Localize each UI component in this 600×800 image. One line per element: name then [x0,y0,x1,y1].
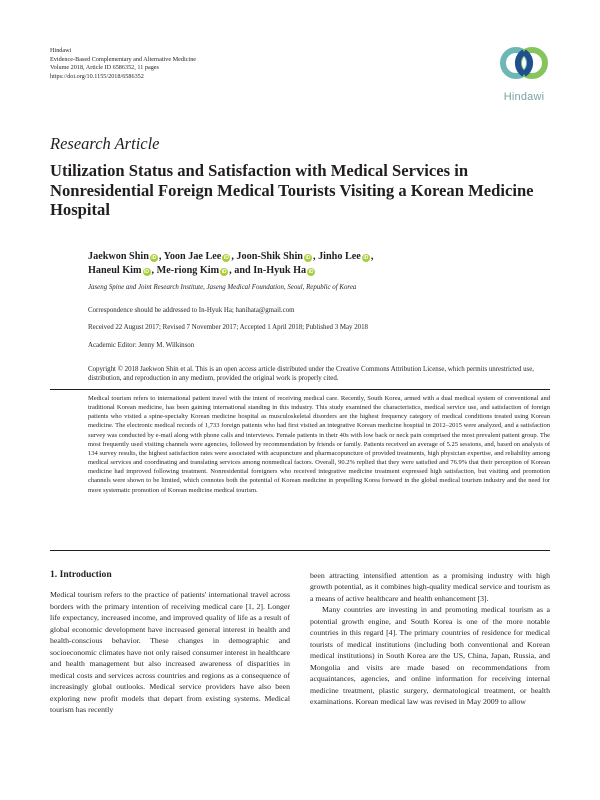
hindawi-logo-mark [493,43,555,89]
orcid-icon[interactable]: iD [221,269,227,276]
author-separator: , [312,251,319,262]
paper-title: Utilization Status and Satisfaction with Medical Services in Nonresidential Foreign Medical Tourists Visiting a Korean Medicine Hospital [50,161,534,219]
author-name: Jaekwon Shin [88,251,149,262]
intro-paragraph-2: Many countries are investing in and promoting medical tourism as a potential growth engine, and South Korea is one of the more notable countries in this regard [4]. The primary countries of residence for medical tourists of medical institutions (including both conventional and Korean medical institutions) in South Korea are the US, China, Japan, Russia, and Mongolia and visits are made based on recommendations from acquaintances, agencies, and online information for receiving internal medicine treatment, plastic surgery, dermatological treatment, or health examinations. Korean medical law was revised in May 2009 to allow [310,605,550,706]
publication-dates: Received 22 August 2017; Revised 7 November 2017; Accepted 1 April 2018; Published 3 May 2018 [88,324,368,331]
abstract-text: Medical tourism refers to international patient travel with the intent of receiving medical care. Recently, South Korea, armed with a dual medical system of conventional and traditional Korean medicine, has been gaining international standing in this industry. This study examined the characteristics, medical service use, and satisfaction of foreign patients who visited a spine-specialty Korean medicine hospital as musculoskeletal disorders are the highest frequency category of medical conditions treated using Korean medicine. The electronic medical records of 1,733 foreign patients who had first visited an integrative Korean medicine hospital in 2012–2015 were analyzed, and a satisfaction survey was conducted by e-mail along with phone calls and interviews. Female patients in their 40s with low back or neck pain comprised the most prevalent patient group. The most frequently used visiting channels were agencies, followed by recommendation by friends or family. Patients received an average of 5.25 sessions, and, based on analysis of 134 survey results, the highest satisfaction rates were associated with acupuncture and pharmacopuncture of provided treatments, high physician expertise, and reliability among medical services and coordinating and translating services among nonmedical factors. Overall, 90.2% replied that they were satisfied and 76.9% that their perception of Korean medicine had improved following treatment. Nonresidential foreigners who received integrative medicine treatment expressed high satisfaction, but visiting and promotion channels were shown to be limited, which connotes both the potential of Korean medicine in propelling Korea forward in the global medical tourism industry and the need for more systematic promotion of Korean medicine medical tourism. [88,395,550,494]
journal-name: Evidence-Based Complementary and Alternative Medicine [50,55,197,63]
author-name: Haneul Kim [88,265,142,277]
logo-wordmark: Hindawi [503,91,545,103]
academic-editor: Academic Editor: Jenny M. Wilkinson [88,342,195,349]
article-type: Research Article [50,134,160,153]
hindawi-logo [493,43,555,105]
author-separator: , [158,251,164,262]
journal-header [50,47,350,81]
author-separator: , [151,265,157,277]
abstract-section [50,389,550,551]
publisher-name: Hindawi [50,47,72,54]
orcid-icon[interactable]: iD [305,255,311,261]
author-name: Joon-Shik Shin [236,251,303,262]
author-name: Jinho Lee [318,251,361,262]
affiliation: Jaseng Spine and Joint Research Institute, Jaseng Medical Foundation, Seoul, Republic of Korea [88,284,357,291]
copyright-notice: Copyright © 2018 Jaekwon Shin et al. This is an open access article distributed under the Creative Commons Attribution License, which permits unrestricted use, distribution, and reproduction in any medium, provided the original work is properly cited. [88,366,535,382]
author-separator: , and [229,265,254,277]
orcid-icon[interactable]: iD [223,255,229,261]
intro-paragraph-1-continued: been attracting intensified attention as a promising industry with high growth potential, as it combines high-quality medical service and tourism as a means of active healthcare and health enhancement [3]. [310,571,550,603]
right-column [310,570,550,707]
author-separator: , [231,251,237,262]
orcid-icon[interactable]: iD [144,269,149,276]
volume-info: Volume 2018, Article ID 6586352, 11 pages [50,64,159,71]
author-name: Me-riong Kim [156,265,220,277]
section-heading-introduction: 1. Introduction [50,569,112,580]
orcid-icon[interactable]: iD [151,255,157,261]
author-separator: , [370,251,374,262]
author-list [88,250,548,278]
orcid-icon[interactable]: iD [308,269,314,276]
doi-link[interactable]: https://doi.org/10.1155/2018/6586352 [50,72,144,80]
left-column [50,569,290,715]
author-name: Yoon Jae Lee [163,251,222,262]
intro-paragraph-1: Medical tourism refers to the practice of patients' international travel across borders with the primary intention of receiving medical care [1, 2]. Longer life expectancy, increased income, and improved quality of life as a result of global economic development have increased general interest in health and health-conscious behavior. These changes in demographic and socioeconomic climates have not only raised consumer interest in healthcare and health management but also increased awareness of disparities in medical costs and services across countries and regions as a consequence of increasingly global outlooks. Medical service providers have also been exploring new profit models that depart from existing systems. Medical tourism has recently [50,590,290,714]
author-name: In-Hyuk Ha [253,265,307,277]
orcid-icon[interactable]: iD [363,255,369,261]
correspondence: Correspondence should be addressed to In-Hyuk Ha; hanihata@gmail.com [88,307,295,314]
